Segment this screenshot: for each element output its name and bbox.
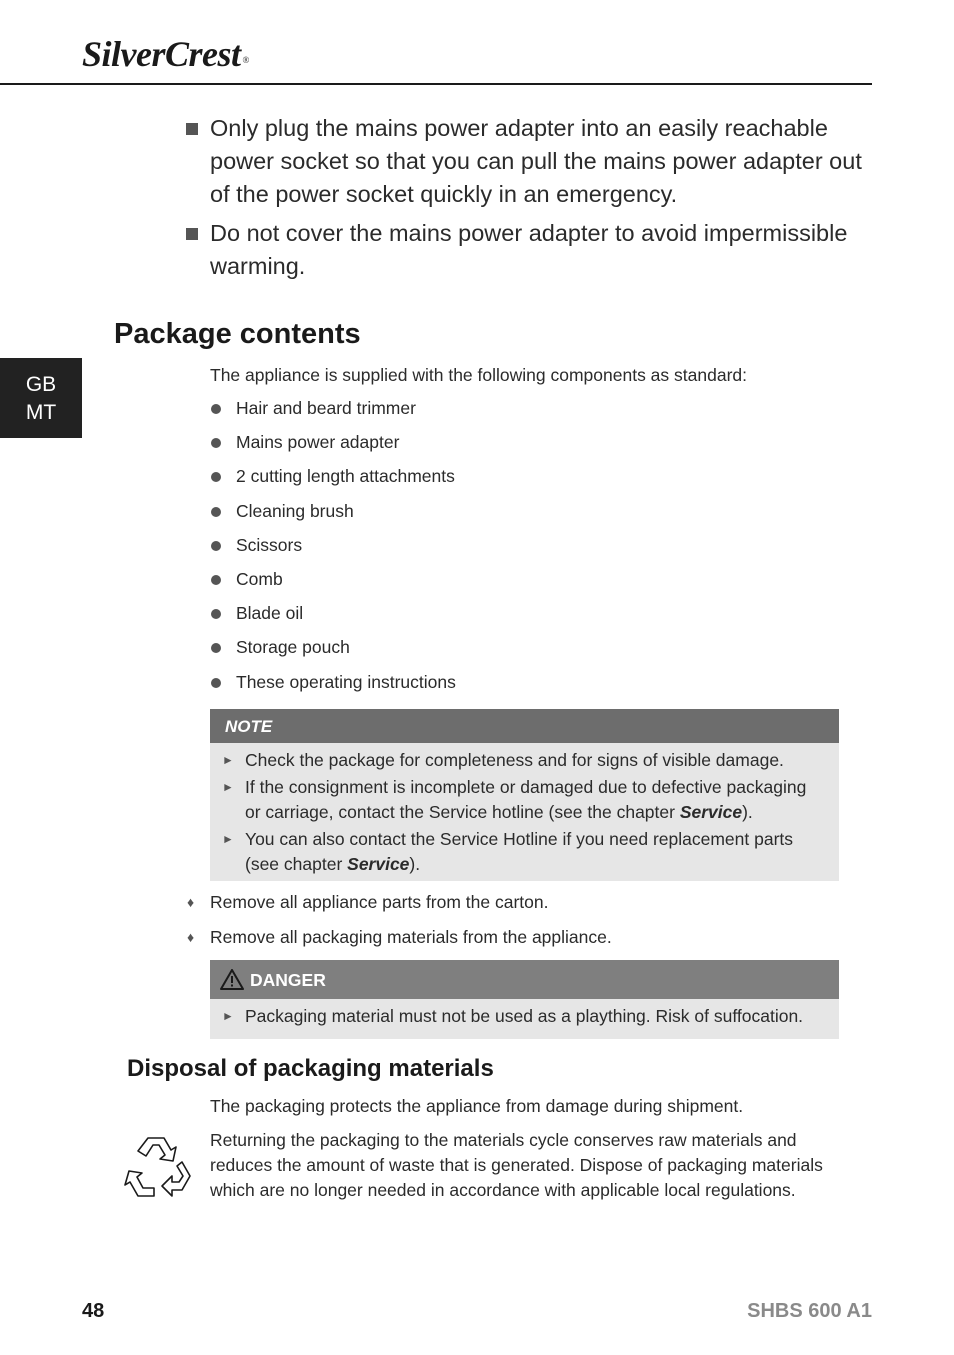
service-chapter-ref: Service: [347, 854, 410, 874]
safety-list: [184, 112, 864, 289]
note-item-text: Check the package for completeness and for signs of visible damage.: [245, 750, 784, 770]
safety-item-text: Do not cover the mains power adapter to avoid impermissible warming.: [210, 220, 848, 279]
danger-box: [210, 960, 839, 1039]
note-item-end: ).: [409, 854, 421, 874]
list-item: [210, 533, 456, 567]
step-item: [186, 890, 612, 925]
warning-triangle-icon: [220, 969, 244, 990]
note-item-text: You can also contact the Service Hotline if you need replacement parts (see chapter: [245, 829, 794, 874]
components-list: [210, 396, 456, 704]
list-item: [210, 464, 456, 498]
disposal-paragraph-2: Returning the packaging to the materials cycle conserves raw materials and reduces the amount of waste that is generated. Dispose of packaging materials which are no longer needed in accordance with applicable local regulations.: [210, 1130, 823, 1200]
package-intro: The appliance is supplied with the following components as standard:: [210, 365, 747, 385]
safety-item: [184, 217, 864, 283]
danger-header: [210, 960, 839, 999]
danger-list: [210, 999, 839, 1029]
arrow-right-icon: ►: [222, 753, 234, 767]
dot-bullet-icon: [211, 609, 221, 619]
registered-mark: ®: [242, 55, 249, 65]
note-item-end: ).: [742, 802, 753, 822]
note-item-text: If the consignment is incomplete or damaged due to defective packaging or carriage, contact the Service hotline (see the chapter: [245, 777, 807, 822]
disposal-paragraph-1: The packaging protects the appliance from damage during shipment.: [210, 1096, 744, 1116]
language-mt: MT: [25, 401, 57, 424]
dot-bullet-icon: [211, 643, 221, 653]
square-bullet-icon: [186, 123, 198, 135]
list-item-text: Comb: [236, 568, 283, 589]
list-item-text: 2 cutting length attachments: [236, 466, 455, 487]
page-number: 48: [82, 1300, 105, 1322]
dot-bullet-icon: [211, 507, 221, 517]
package-contents-title: Package contents: [114, 318, 361, 350]
list-item: [210, 567, 456, 601]
list-item-text: Cleaning brush: [236, 500, 354, 521]
dot-bullet-icon: [211, 404, 221, 414]
dot-bullet-icon: [211, 678, 221, 688]
note-item: [210, 775, 839, 825]
service-chapter-ref: Service: [679, 802, 743, 822]
list-item-text: Scissors: [236, 534, 303, 555]
safety-item: [184, 112, 864, 211]
brand-logo: [82, 32, 249, 76]
step-item: [186, 925, 612, 960]
dot-bullet-icon: [211, 575, 221, 585]
list-item: [210, 430, 456, 464]
brand-name: SilverCrest: [82, 34, 241, 74]
dot-bullet-icon: [211, 438, 221, 448]
diamond-bullet-icon: ♦: [187, 929, 195, 945]
danger-item-text: Packaging material must not be used as a plaything. Risk of suffocation.: [245, 1006, 804, 1026]
square-bullet-icon: [186, 228, 198, 240]
step-text: Remove all appliance parts from the carton.: [210, 892, 549, 912]
arrow-right-icon: ►: [222, 1009, 234, 1023]
list-item-text: These operating instructions: [236, 671, 456, 692]
list-item-text: Mains power adapter: [236, 432, 400, 453]
dot-bullet-icon: [211, 472, 221, 482]
arrow-right-icon: ►: [222, 832, 234, 846]
dot-bullet-icon: [211, 541, 221, 551]
model-number: SHBS 600 A1: [747, 1300, 872, 1322]
header-rule: [0, 83, 872, 85]
list-item-text: Blade oil: [236, 603, 304, 624]
language-tab: [0, 358, 82, 438]
list-item: [210, 499, 456, 533]
safety-item-text: Only plug the mains power adapter into an easily reachable power socket so that you can pull the mains power adapter out of the power socket quickly in an emergency.: [210, 115, 862, 207]
steps-list: [186, 890, 612, 960]
list-item-text: Storage pouch: [236, 637, 350, 658]
language-gb: GB: [25, 373, 57, 396]
note-list: [210, 743, 839, 877]
danger-heading: DANGER: [250, 969, 326, 990]
note-heading: NOTE: [210, 709, 839, 743]
list-item: [210, 635, 456, 669]
danger-item: [210, 1004, 839, 1029]
list-item-text: Hair and beard trimmer: [236, 398, 416, 418]
arrow-right-icon: ►: [222, 780, 234, 794]
step-text: Remove all packaging materials from the appliance.: [210, 927, 612, 947]
note-box: [210, 709, 839, 881]
list-item: [210, 670, 456, 704]
diamond-bullet-icon: ♦: [187, 894, 195, 910]
recycle-icon: [124, 1132, 194, 1198]
note-item: [210, 827, 839, 877]
list-item: [210, 396, 456, 430]
note-item: [210, 748, 839, 773]
list-item: [210, 601, 456, 635]
disposal-title: Disposal of packaging materials: [127, 1055, 494, 1082]
